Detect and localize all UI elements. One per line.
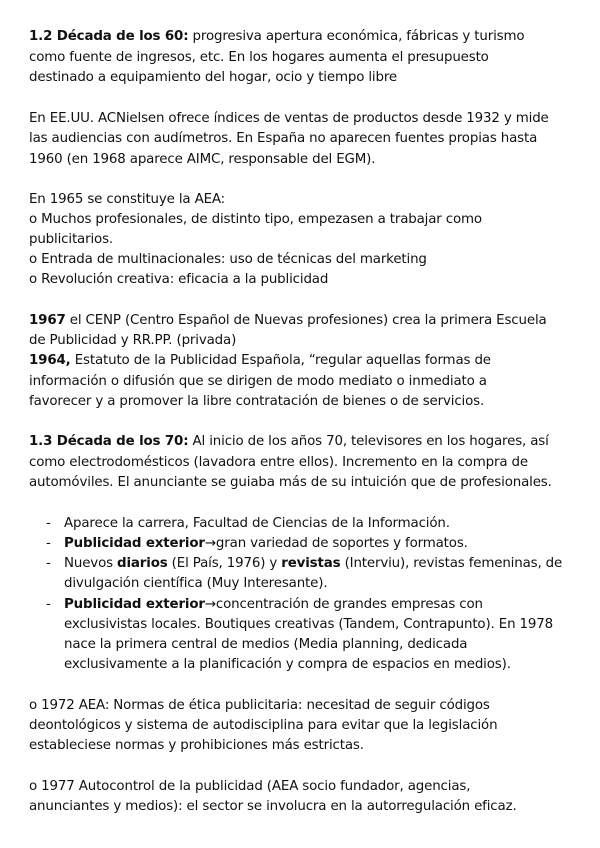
bullet-2: Publicidad exterior→gran variedad de soportes y formatos.	[64, 536, 468, 551]
eeuu-line-2: las audiencias con audímetros. En España no aparecen fuentes propias hasta	[29, 131, 538, 146]
autocontrol-1977-line-2: anunciantes y medios): el sector se involucra en la autorregulación eficaz.	[29, 799, 517, 814]
aea-1972-line-1: o 1972 AEA: Normas de ética publicitaria: necesitad de seguir códigos	[29, 698, 490, 713]
aea-1965-item-2: o Entrada de multinacionales: uso de técnicas del marketing	[29, 252, 427, 267]
aea-1972-line-3: estableciese normas y prohibiciones más estrictas.	[29, 738, 364, 753]
aea-1965-line-1: En 1965 se constituye la AEA:	[29, 192, 226, 207]
year-1967: 1967	[29, 313, 66, 328]
aea-1965-item-1-cont: publicitarios.	[29, 232, 114, 247]
estatuto-line-3: favorecer y a promover la libre contratación de bienes o de servicios.	[29, 394, 485, 409]
bullet-3-cont: divulgación científica (Muy Interesante).	[64, 576, 328, 591]
autocontrol-1977-line-1: o 1977 Autocontrol de la publicidad (AEA socio fundador, agencias,	[29, 779, 471, 794]
aea-1965-item-1: o Muchos profesionales, de distinto tipo, empezasen a trabajar como	[29, 212, 482, 227]
year-1964: 1964,	[29, 353, 71, 368]
bullet-3: Nuevos diarios (El País, 1976) y revistas (Interviu), revistas femeninas, de	[64, 556, 563, 571]
bullet-1: Aparece la carrera, Facultad de Ciencias de la Información.	[64, 516, 450, 531]
aea-1965-item-3: o Revolución creativa: eficacia a la publicidad	[29, 272, 329, 287]
section-1-3-line-2: como electrodomésticos (lavadora entre ellos). Incremento en la compra de	[29, 455, 528, 470]
cenp-line-1: 1967 el CENP (Centro Español de Nuevas profesiones) crea la primera Escuela	[29, 313, 547, 328]
section-1-2-heading: 1.2 Década de los 60:	[29, 29, 189, 44]
estatuto-line-1: 1964, Estatuto de la Publicidad Española, “regular aquellas formas de	[29, 353, 491, 368]
bullet-4-cont-1: exclusivistas locales. Boutiques creativas (Tandem, Contrapunto). En 1978	[64, 617, 553, 632]
bullet-dash: -	[46, 536, 51, 551]
eeuu-line-3: 1960 (en 1968 aparece AIMC, responsable del EGM).	[29, 152, 376, 167]
section-1-3-line-1: 1.3 Década de los 70: Al inicio de los años 70, televisores en los hogares, así	[29, 434, 549, 449]
section-1-2-line-3: destinado a equipamiento del hogar, ocio y tiempo libre	[29, 70, 397, 85]
bullet-dash: -	[46, 516, 51, 531]
bullet-4: Publicidad exterior→concentración de grandes empresas con	[64, 597, 483, 612]
section-1-3-line-3: automóviles. El anunciante se guiaba más de su intuición que de profesionales.	[29, 475, 552, 490]
bullet-dash: -	[46, 597, 51, 612]
eeuu-line-1: En EE.UU. ACNielsen ofrece índices de ventas de productos desde 1932 y mide	[29, 111, 549, 126]
aea-1972-line-2: deontológicos y sistema de autodisciplina para evitar que la legislación	[29, 718, 498, 733]
bullet-4-cont-3: exclusivamente a la planificación y compra de espacios en medios).	[64, 657, 511, 672]
bullet-dash: -	[46, 556, 51, 571]
estatuto-line-2: información o difusión que se dirigen de modo mediato o inmediato a	[29, 374, 487, 389]
section-1-2-line-2: como fuente de ingresos, etc. En los hogares aumenta el presupuesto	[29, 50, 489, 65]
section-1-2-line-1: 1.2 Década de los 60: progresiva apertura económica, fábricas y turismo	[29, 29, 525, 44]
cenp-line-2: de Publicidad y RR.PP. (privada)	[29, 333, 237, 348]
section-1-3-heading: 1.3 Década de los 70:	[29, 434, 189, 449]
bullet-4-cont-2: nace la primera central de medios (Media planning, dedicada	[64, 637, 468, 652]
